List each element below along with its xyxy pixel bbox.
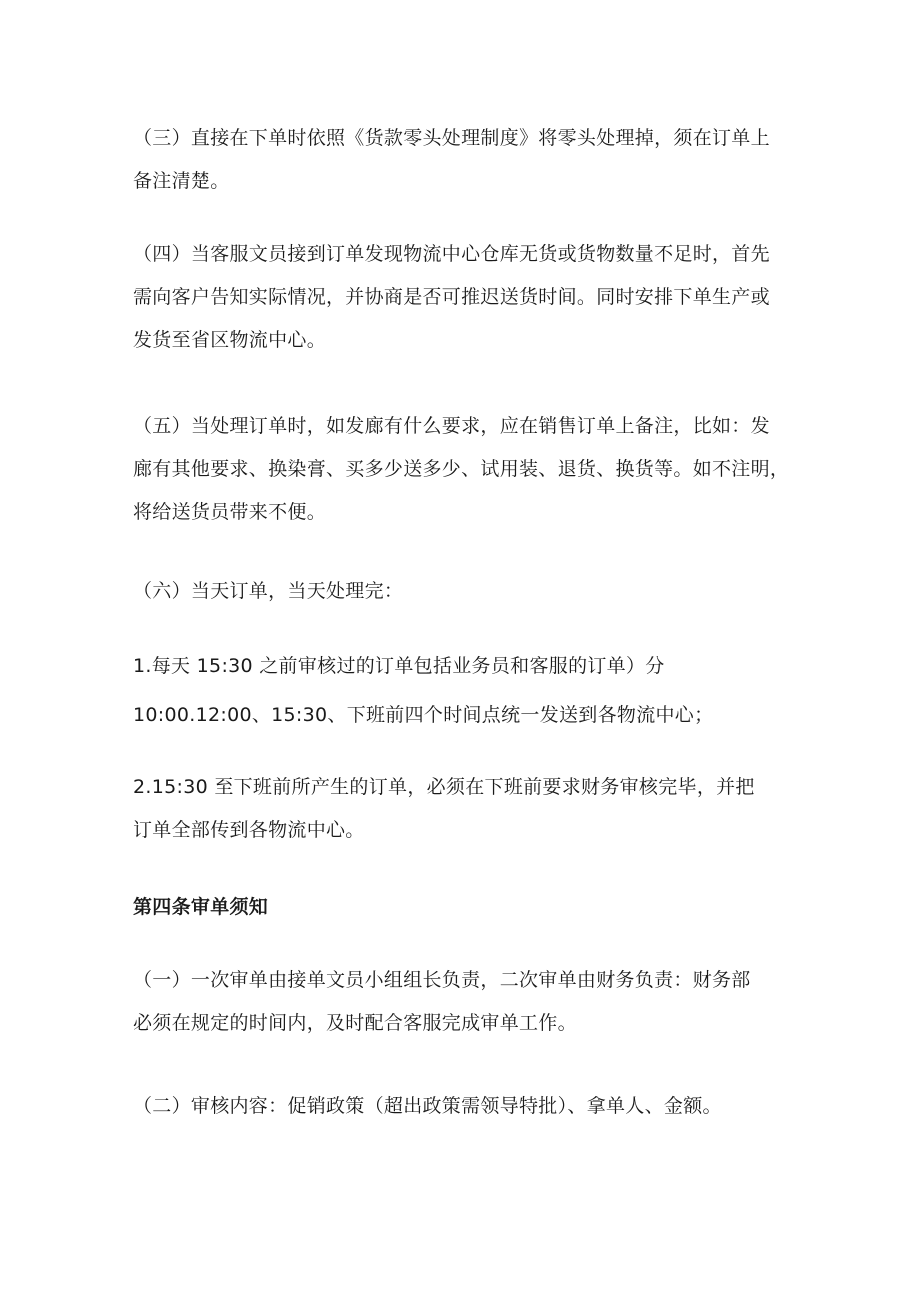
paragraph-3 [133, 117, 793, 203]
list-item-2 [133, 766, 793, 852]
paragraph-line: 将给送货员带来不便。 [133, 501, 327, 523]
paragraph-line: 必须在规定的时间内，及时配合客服完成审单工作。 [133, 1012, 577, 1034]
paragraph-6 [133, 570, 793, 613]
paragraph-line: （四）当客服文员接到订单发现物流中心仓库无货或货物数量不足时，首先 [133, 243, 770, 265]
paragraph-line: 10:00.12:00、15:30、下班前四个时间点统一发送到各物流中心； [133, 704, 714, 726]
paragraph-4 [133, 233, 793, 362]
paragraph-line: 需向客户告知实际情况，并协商是否可推迟送货时间。同时安排下单生产或 [133, 286, 770, 308]
article4-paragraph-2 [133, 1085, 793, 1128]
heading-text: 第四条审单须知 [133, 896, 269, 918]
paragraph-line: （三）直接在下单时依照《货款零头处理制度》将零头处理掉，须在订单上 [133, 127, 770, 149]
paragraph-line: 2.15:30 至下班前所产生的订单，必须在下班前要求财务审核完毕，并把 [133, 776, 755, 798]
paragraph-line: 备注清楚。 [133, 170, 230, 192]
paragraph-line: （二）审核内容：促销政策（超出政策需领导特批）、拿单人、金额。 [133, 1095, 722, 1117]
paragraph-line: 发货至省区物流中心。 [133, 329, 327, 351]
paragraph-line: 廊有其他要求、换染膏、买多少送多少、试用装、退货、换货等。如不注明， [133, 458, 790, 480]
paragraph-line: （五）当处理订单时，如发廊有什么要求，应在销售订单上备注，比如：发 [133, 415, 770, 437]
paragraph-line: 订单全部传到各物流中心。 [133, 819, 365, 841]
article-heading [133, 886, 793, 929]
list-item-1 [133, 645, 793, 737]
paragraph-line: （六）当天订单，当天处理完： [133, 580, 404, 602]
article4-paragraph-1 [133, 959, 793, 1045]
paragraph-line: （一）一次审单由接单文员小组组长负责，二次审单由财务负责：财务部 [133, 969, 751, 991]
paragraph-line: 1.每天 15:30 之前审核过的订单包括业务员和客服的订单）分 [133, 655, 665, 677]
paragraph-5 [133, 405, 793, 534]
